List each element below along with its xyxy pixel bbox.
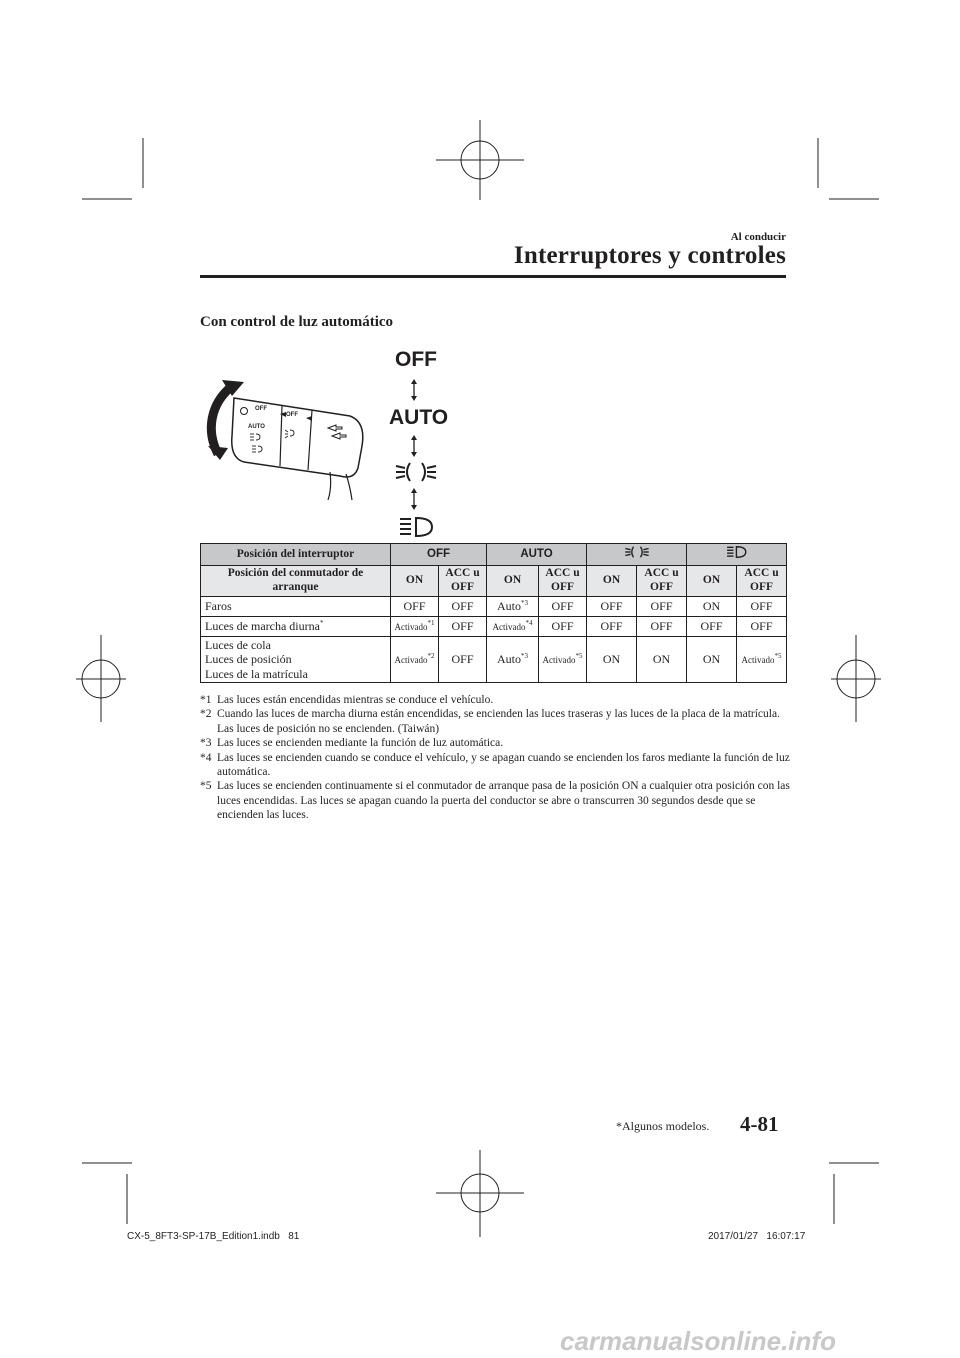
footnote-text: Las luces están encendidas mientras se conduce el vehículo. — [217, 694, 494, 706]
ignition-state: ON — [587, 565, 637, 596]
cell-value: Activado — [542, 655, 576, 666]
ignition-state: ON — [391, 565, 439, 596]
cell-value: OFF — [551, 599, 574, 614]
ignition-state: ACC u OFF — [439, 565, 487, 596]
cell-value: OFF — [600, 619, 623, 634]
cell-value: OFF — [750, 619, 773, 634]
table-cell — [539, 616, 587, 636]
ignition-state: ON — [687, 565, 737, 596]
cell-value: Activado — [394, 622, 428, 633]
print-timestamp: 2017/01/27 16:07:17 — [708, 1231, 806, 1242]
switch-position-headlight — [687, 544, 787, 566]
footnote-ref: *3 — [521, 652, 528, 661]
footnote — [200, 707, 790, 736]
cell-value: Activado — [492, 622, 526, 633]
ignition-state: ACC u OFF — [637, 565, 687, 596]
table-cell — [687, 636, 737, 682]
headlight-low-beam-icon — [398, 515, 436, 539]
table-cell — [587, 596, 637, 616]
row-label-tail-lights — [201, 636, 391, 682]
stalk-label-off-2: OFF — [286, 412, 298, 418]
cell-value: OFF — [451, 599, 474, 614]
ignition-state: ACC u OFF — [539, 565, 587, 596]
table-cell — [539, 636, 587, 682]
row-label-line: Luces de cola — [205, 637, 271, 652]
footnote-text: Las luces se encienden cuando se conduce el vehículo, y se apagan cuando se encienden los faros mediante la función de luz automática. — [217, 751, 790, 779]
cell-value: OFF — [403, 599, 426, 614]
cell-value: OFF — [650, 619, 673, 634]
table-cell — [587, 636, 637, 682]
footnote-mark: *2 — [200, 708, 212, 721]
page-number: 4-81 — [740, 1112, 779, 1136]
table-cell — [737, 596, 787, 616]
cell-value: Activado — [741, 655, 775, 666]
cell-value: ON — [702, 599, 721, 614]
watermark: carmanualsonline.info — [560, 1326, 836, 1356]
table-cell — [391, 616, 439, 636]
switch-position-header: Posición del interruptor — [201, 544, 391, 566]
table-cell — [539, 596, 587, 616]
section-label: Al conducir — [730, 231, 786, 243]
table-cell — [487, 596, 539, 616]
switch-position-off: OFF — [391, 544, 487, 566]
footnote-text: Las luces se encienden mediante la función de luz automática. — [217, 737, 504, 750]
footnote-mark: *5 — [200, 780, 212, 793]
ignition-state: ON — [487, 565, 539, 596]
footnote-mark: *3 — [200, 737, 212, 750]
ignition-header: Posición del conmutador de arranque — [201, 565, 391, 596]
double-arrow-icon — [407, 379, 421, 401]
table-cell — [487, 636, 539, 682]
table-cell — [587, 616, 637, 636]
row-label-headlights: Faros — [201, 596, 391, 616]
table-cell — [637, 616, 687, 636]
position-label-off: OFF — [395, 348, 437, 371]
footnote-ref: *1 — [427, 619, 435, 628]
table-cell — [391, 596, 439, 616]
header-rule — [200, 275, 786, 278]
parking-light-icon — [622, 545, 652, 559]
footnote-ref: *5 — [774, 652, 782, 661]
light-switch-stalk-illustration — [200, 376, 380, 500]
cell-value: Auto — [497, 599, 521, 614]
stalk-label-off-1: OFF — [255, 406, 267, 412]
row-label-text: Luces de marcha diurna — [205, 619, 320, 634]
double-arrow-icon — [407, 488, 421, 510]
footnote — [200, 736, 790, 750]
switch-position-parking — [587, 544, 687, 566]
headlight-low-beam-icon — [725, 545, 749, 559]
cell-value: OFF — [700, 619, 723, 634]
cell-value: Auto — [497, 652, 521, 667]
footnote-text: Cuando las luces de marcha diurna están encendidas, se encienden las luces traseras y las luces de la placa de la matrícula. Las luces de posición no se encienden. (Taiwán) — [217, 708, 780, 735]
footnote — [200, 751, 790, 780]
footnote-ref: *3 — [521, 599, 528, 608]
footnote — [200, 693, 790, 707]
row-label-sup: * — [319, 619, 324, 628]
cell-value: ON — [702, 652, 721, 667]
table-cell — [391, 636, 439, 682]
table-row — [201, 596, 787, 616]
footnotes — [200, 693, 790, 823]
footnote-mark: *1 — [200, 694, 212, 706]
cell-value: OFF — [650, 599, 673, 614]
footnote-ref: *2 — [427, 652, 435, 661]
table-cell — [737, 616, 787, 636]
cell-value: ON — [652, 652, 671, 667]
table-row — [201, 636, 787, 682]
cell-value: OFF — [451, 652, 474, 667]
table-cell — [687, 596, 737, 616]
page-title: Interruptores y controles — [513, 242, 786, 269]
position-label-auto: AUTO — [389, 406, 449, 429]
stalk-label-auto: AUTO — [248, 424, 265, 430]
switch-position-auto: AUTO — [487, 544, 587, 566]
footnote-mark: *4 — [200, 751, 212, 764]
cell-value: Activado — [394, 655, 428, 666]
cell-value: OFF — [600, 599, 623, 614]
table-cell — [737, 636, 787, 682]
light-switch-table — [200, 543, 787, 683]
cell-value: ON — [602, 652, 621, 667]
double-arrow-icon — [407, 435, 421, 457]
row-label-line: Luces de posición — [205, 652, 292, 667]
footnote — [200, 779, 790, 822]
table-cell — [637, 596, 687, 616]
table-cell — [439, 636, 487, 682]
cell-value: OFF — [750, 599, 773, 614]
table-cell — [439, 616, 487, 636]
table-cell — [439, 596, 487, 616]
table-cell — [487, 616, 539, 636]
ignition-state: ACC u OFF — [737, 565, 787, 596]
footnote-ref: *5 — [575, 652, 583, 661]
table-cell — [637, 636, 687, 682]
parking-light-icon — [393, 460, 439, 484]
row-label-daytime-running-lights — [201, 616, 391, 636]
footnote-text: Las luces se encienden continuamente si el conmutador de arranque pasa de la posición ON a cualquier otra posición con las luces encendidas. Las luces se apagan cuando la puerta del conductor se abre o transcurren 30 segundos desde que se encienden las luces. — [217, 780, 790, 822]
table-cell — [687, 616, 737, 636]
footer-note: *Algunos modelos. — [616, 1119, 710, 1133]
cell-value: OFF — [551, 619, 574, 634]
footnote-ref: *4 — [525, 619, 533, 628]
subheading: Con control de luz automático — [200, 314, 394, 330]
print-file-info: CX-5_8FT3-SP-17B_Edition1.indb 81 — [127, 1231, 300, 1242]
row-label-line: Luces de la matrícula — [205, 666, 308, 681]
table-row — [201, 616, 787, 636]
cell-value: OFF — [451, 619, 474, 634]
